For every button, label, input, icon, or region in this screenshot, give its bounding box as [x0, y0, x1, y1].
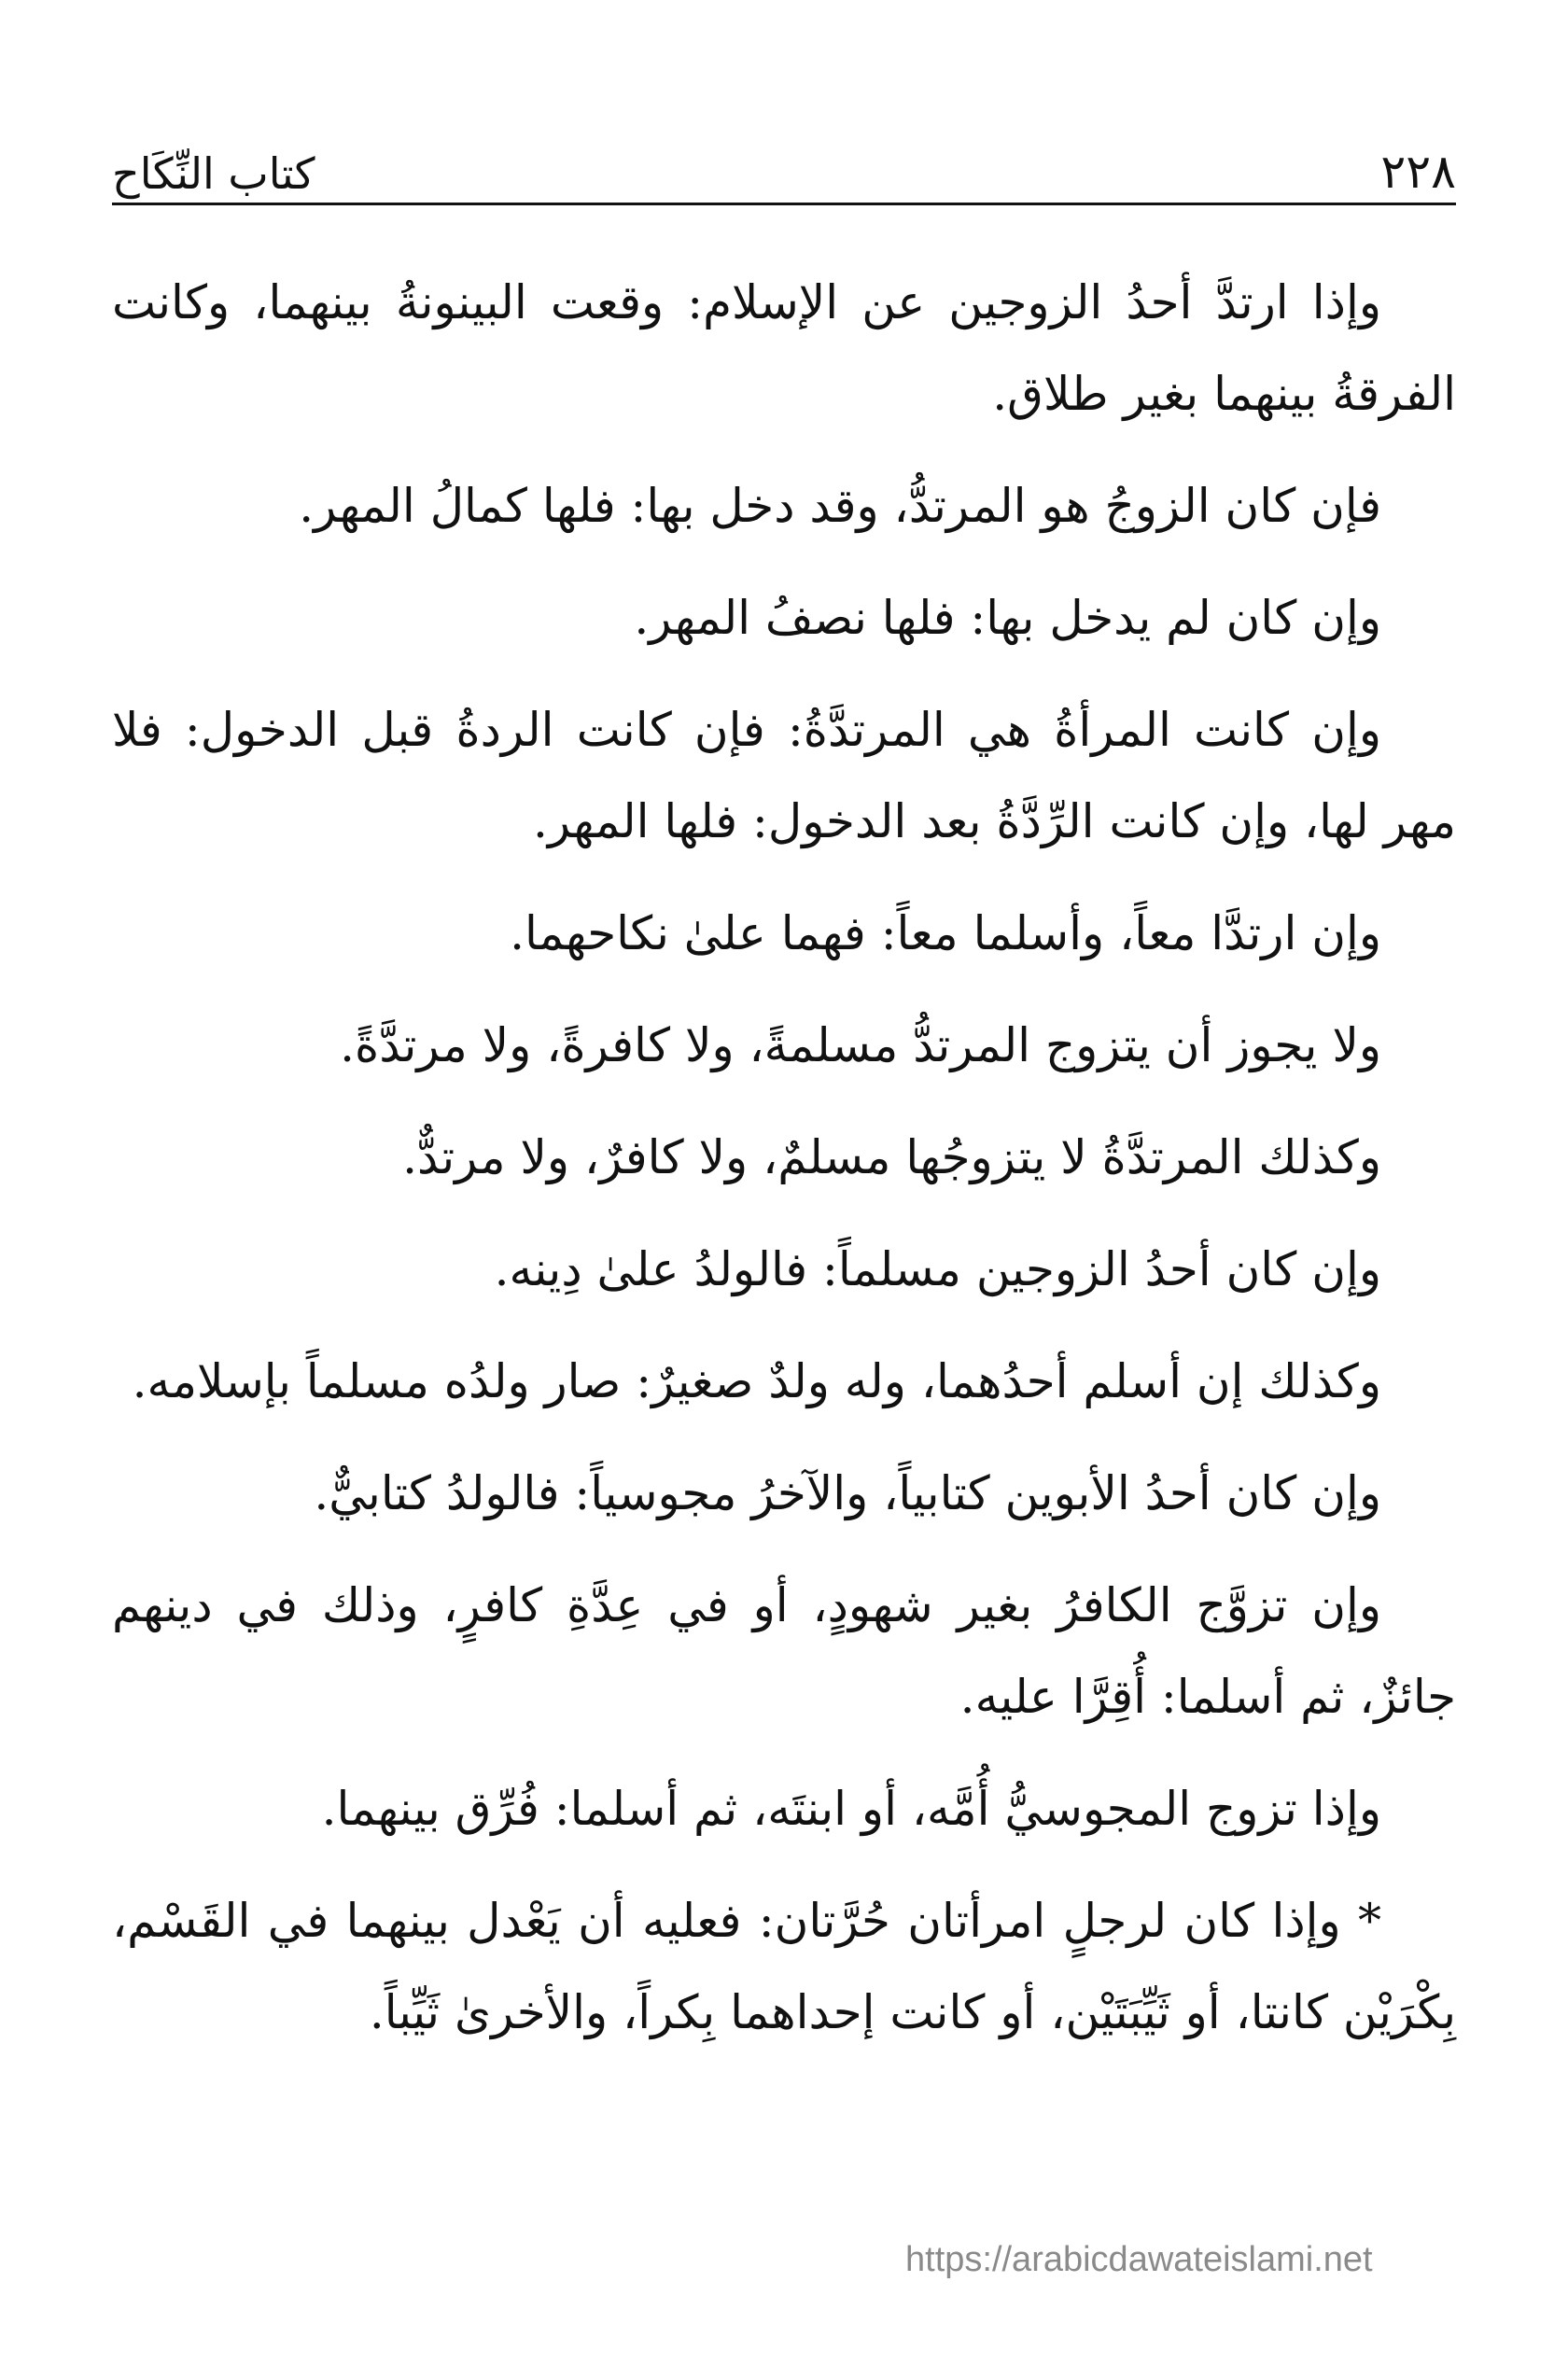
book-title: كتاب النِّكَاح [112, 148, 315, 199]
page-number: ٢٢٨ [1380, 145, 1456, 199]
paragraph-apostate-man-marriage: ولا يجوز أن يتزوج المرتدُّ مسلمةً، ولا كافرةً، ولا مرتدَّةً. [340, 1018, 1381, 1072]
page-body [112, 257, 1456, 2235]
paragraph-wife-apostate: وإن كانت المرأةُ هي المرتدَّةُ: فإن كانت الردةُ قبل الدخول: فلا مهر لها، وإن كانت الرِّدَّةُ بعد الدخول: فلها المهر. [112, 703, 1456, 848]
watermark-url: https://arabicdawateislami.net [905, 2240, 1373, 2279]
paragraph-magian-marriage: وإذا تزوج المجوسيُّ أُمَّه، أو ابنتَه، ثم أسلما: فُرِّق بينهما. [321, 1782, 1381, 1836]
paragraph-child-religion: وإن كان أحدُ الزوجين مسلماً: فالولدُ علىٰ دِينه. [494, 1242, 1381, 1296]
paragraph-kitabi-parent: وإن كان أحدُ الأبوين كتابياً، والآخرُ مجوسياً: فالولدُ كتابيٌّ. [314, 1466, 1381, 1520]
paragraph-two-wives-division: * وإذا كان لرجلٍ امرأتان حُرَّتان: فعليه أن يَعْدل بينهما في القَسْم، بِكْرَيْن كانتا، أو ثَيِّبَتَيْن، أو كانت إحداهما بِكراً، والأخرىٰ ثَيِّباً. [112, 1894, 1456, 2039]
paragraph-apostate-woman-marriage: وكذلك المرتدَّةُ لا يتزوجُها مسلمٌ، ولا كافرٌ، ولا مرتدٌّ. [402, 1130, 1381, 1184]
paragraph-husband-apostate: فإن كان الزوجُ هو المرتدُّ، وقد دخل بها: فلها كمالُ المهر. [299, 479, 1381, 533]
paragraph-child-follows-convert: وكذلك إن أسلم أحدُهما، وله ولدٌ صغيرٌ: صار ولدُه مسلماً بإسلامه. [132, 1354, 1381, 1408]
paragraph-marriage-without-witnesses: وإن تزوَّج الكافرُ بغير شهودٍ، أو في عِدَّةِ كافرٍ، وذلك في دينهم جائزٌ، ثم أسلما: أُقِرَّا عليه. [112, 1578, 1456, 1724]
page-header [112, 140, 1456, 205]
paragraph-apostasy-of-spouse: وإذا ارتدَّ أحدُ الزوجين عن الإسلام: وقعت البينونةُ بينهما، وكانت الفرقةُ بينهما بغير طلاق. [112, 275, 1456, 421]
paragraph-not-consummated: وإن كان لم يدخل بها: فلها نصفُ المهر. [634, 591, 1381, 645]
paragraph-both-apostate: وإن ارتدَّا معاً، وأسلما معاً: فهما علىٰ نكاحهما. [510, 906, 1381, 960]
